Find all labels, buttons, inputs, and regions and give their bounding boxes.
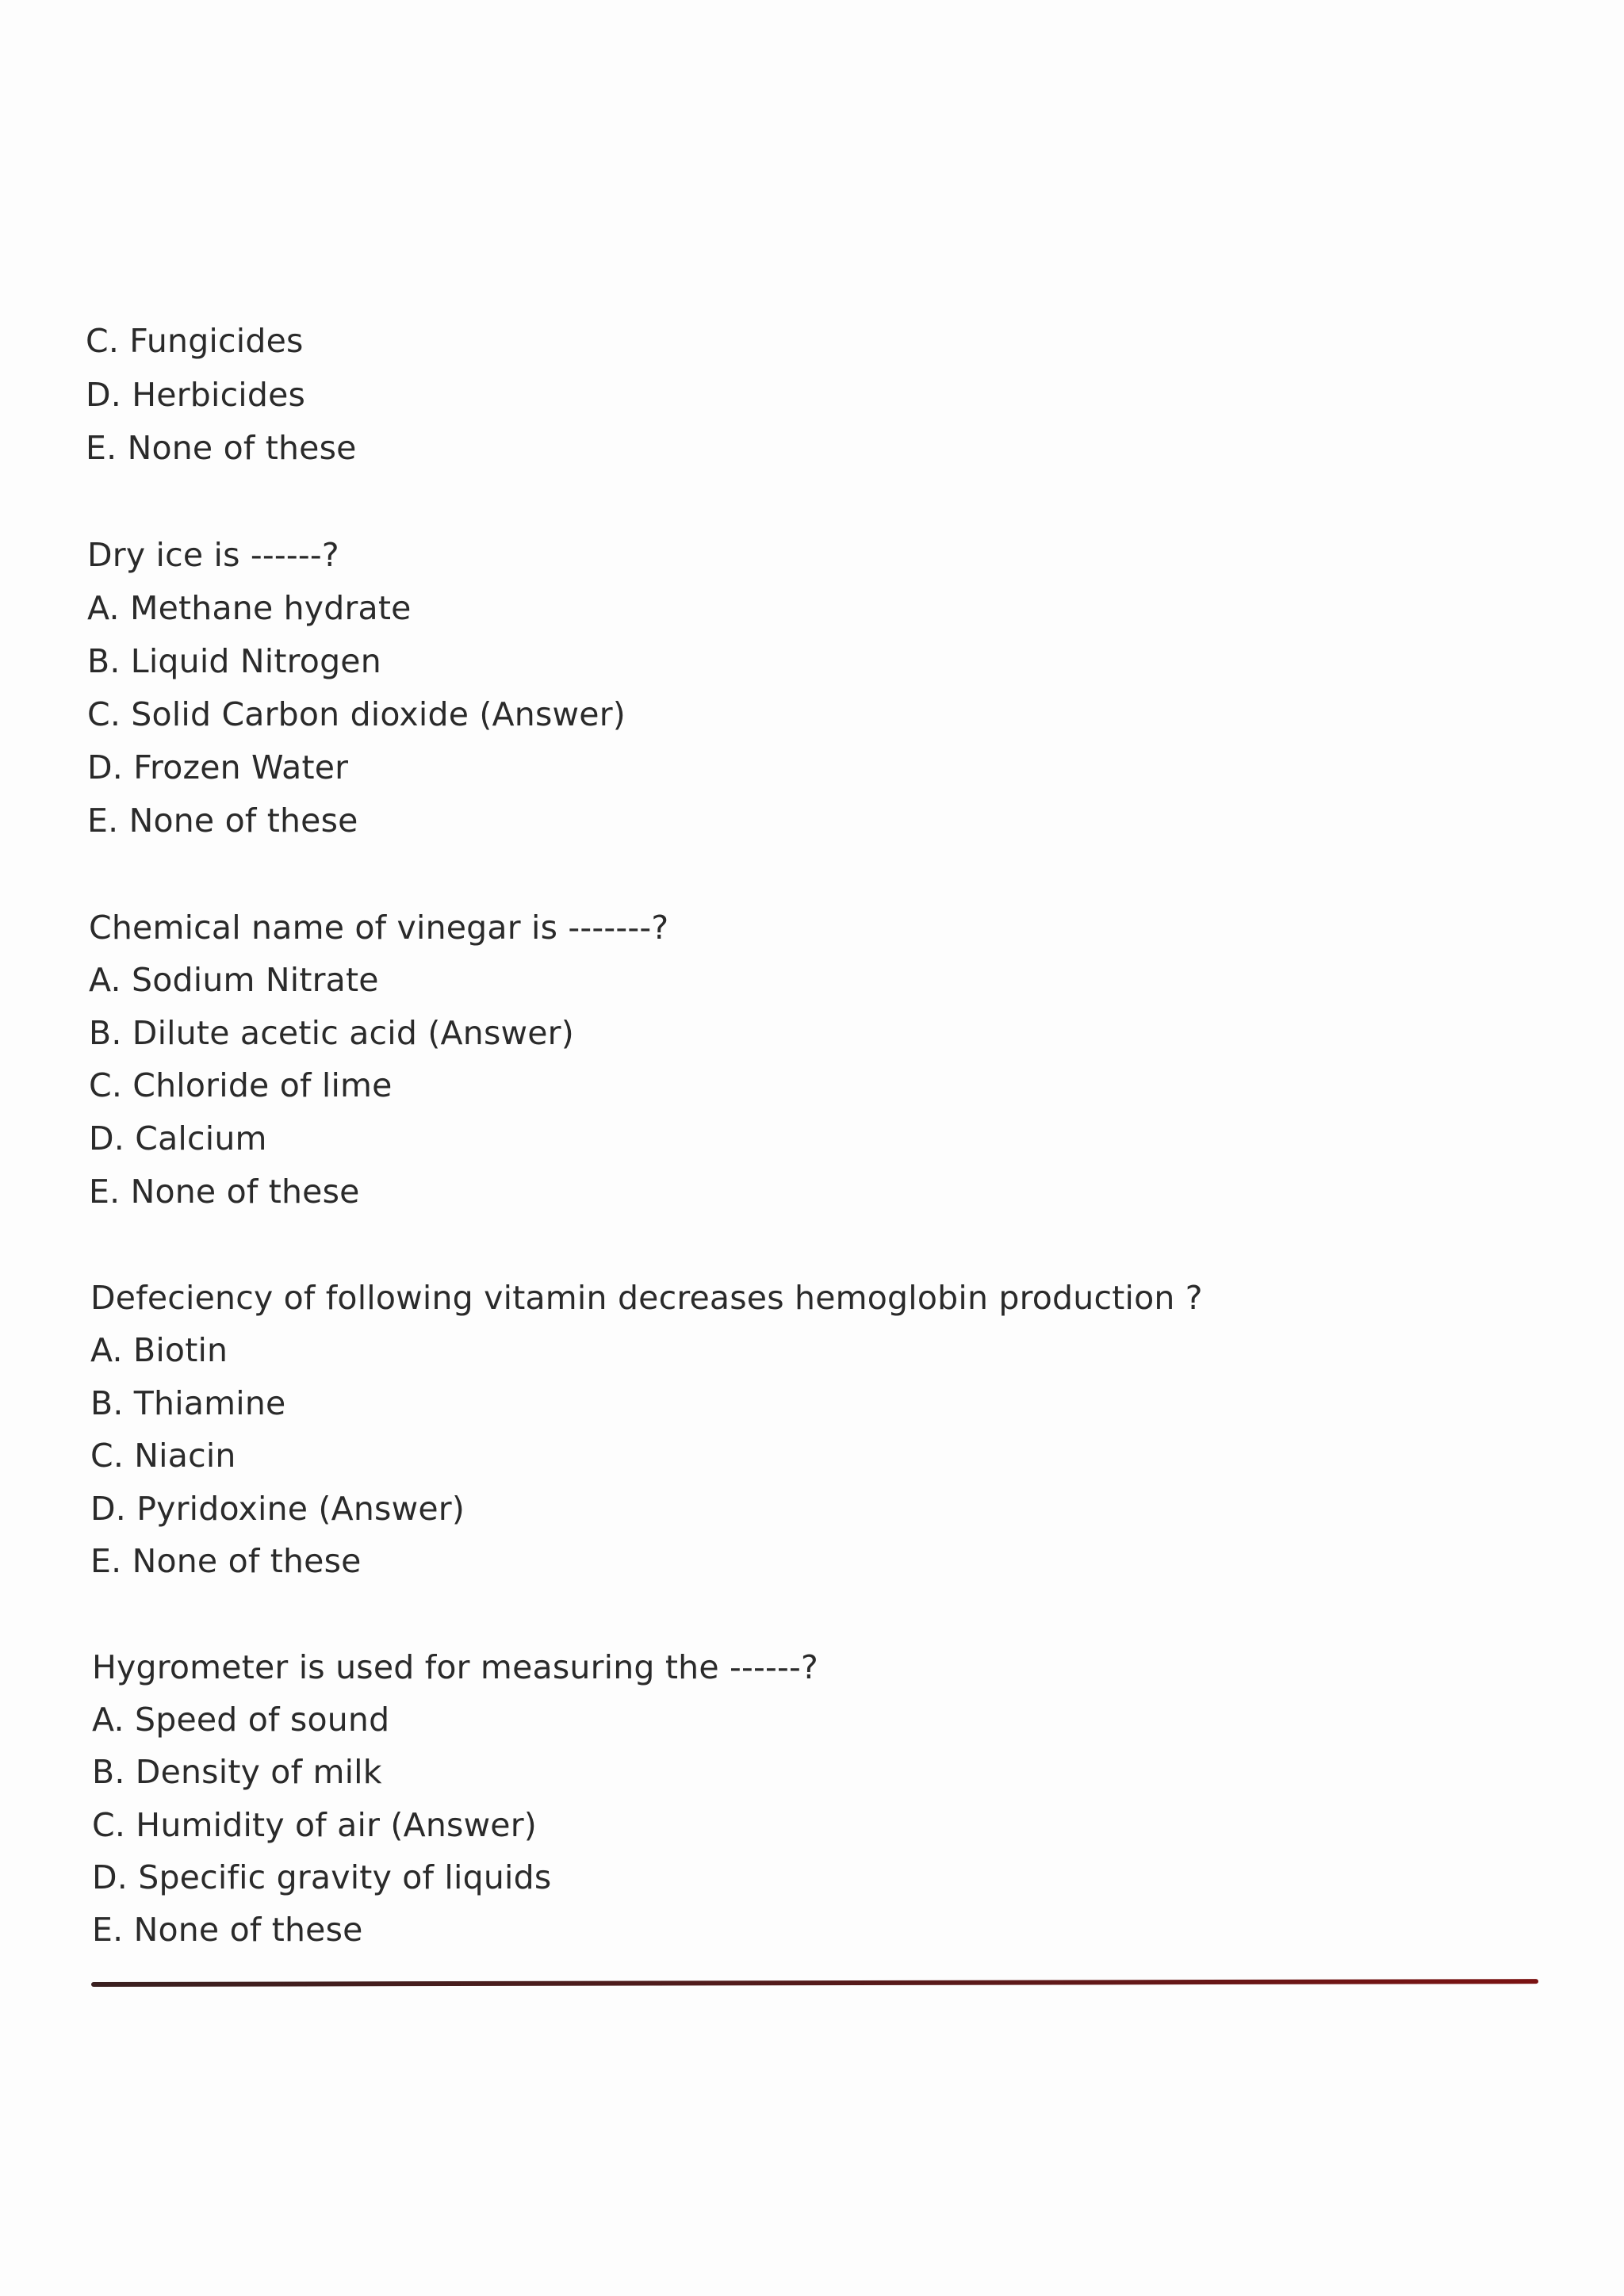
- option-d: D. Pyridoxine (Answer): [90, 1490, 465, 1528]
- question-text: Dry ice is ------?: [87, 536, 339, 574]
- option-b: B. Dilute acetic acid (Answer): [89, 1014, 574, 1052]
- horizontal-rule: [91, 1979, 1538, 1987]
- option-c: C. Solid Carbon dioxide (Answer): [87, 695, 626, 733]
- option-c: C. Humidity of air (Answer): [92, 1806, 537, 1844]
- option-e: E. None of these: [92, 1911, 363, 1949]
- question-text: Chemical name of vinegar is -------?: [89, 909, 669, 947]
- question-text: Hygrometer is used for measuring the ------?: [92, 1648, 818, 1686]
- option-c: C. Chloride of lime: [89, 1066, 393, 1104]
- option-a: A. Biotin: [90, 1331, 228, 1369]
- option-a: A. Methane hydrate: [87, 589, 412, 627]
- option-d: D. Specific gravity of liquids: [92, 1858, 552, 1896]
- option-a: A. Sodium Nitrate: [89, 961, 379, 999]
- option-a: A. Speed of sound: [92, 1701, 390, 1739]
- question-text: Defeciency of following vitamin decreases hemoglobin production ?: [90, 1279, 1203, 1317]
- option-b: B. Thiamine: [90, 1384, 286, 1422]
- option-b: B. Density of milk: [92, 1753, 382, 1791]
- option-d: D. Herbicides: [86, 376, 306, 414]
- option-e: E. None of these: [90, 1542, 362, 1580]
- option-c: C. Niacin: [90, 1437, 236, 1475]
- option-c: C. Fungicides: [86, 322, 304, 360]
- option-d: D. Calcium: [89, 1119, 267, 1158]
- option-e: E. None of these: [87, 802, 358, 840]
- option-d: D. Frozen Water: [87, 748, 349, 786]
- option-e: E. None of these: [86, 429, 357, 467]
- option-e: E. None of these: [89, 1173, 360, 1211]
- option-b: B. Liquid Nitrogen: [87, 642, 381, 680]
